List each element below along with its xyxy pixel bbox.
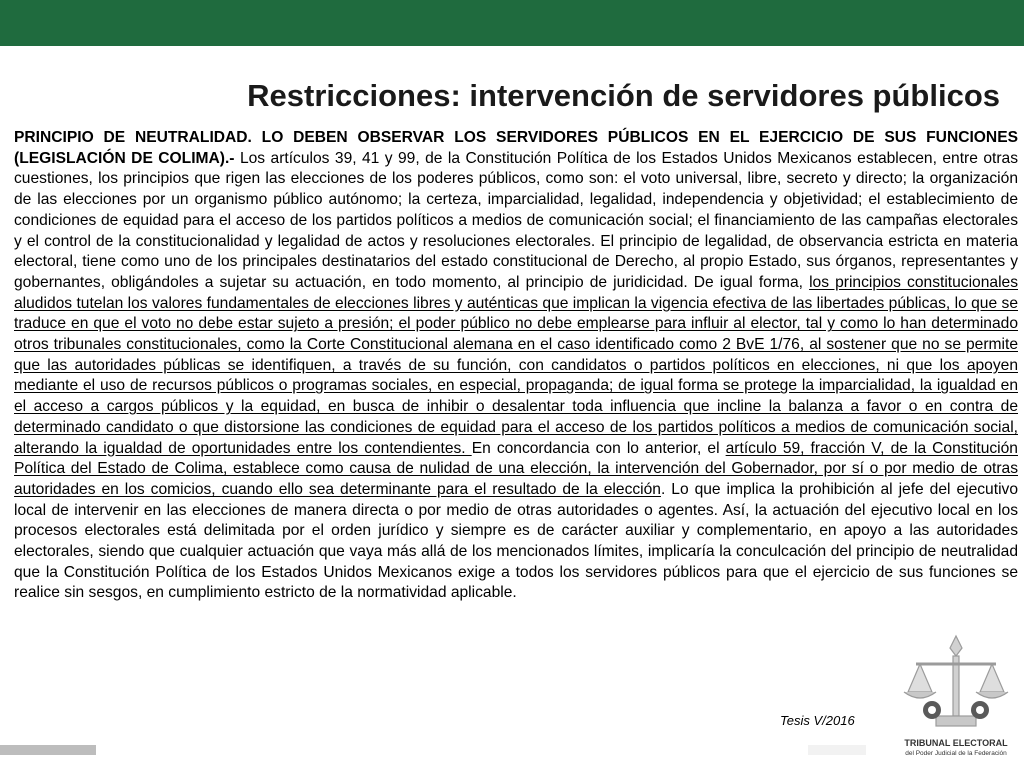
thesis-heading: PRINCIPIO DE NEUTRALIDAD. LO DEBEN OBSERVAR LOS SERVIDORES PÚBLICOS EN EL EJERCICIO DE SUS FUNCIONES (LEGISLACIÓN DE COLIMA).- (14, 129, 1018, 167)
text-segment-3: . Lo que implica la prohibición al jefe del ejecutivo local de intervenir en las elecciones de manera directa o por medio de otras autoridades o agentes. Así, la actuación del ejecutivo local en los procesos electorales está delimitada por el orden jurídico y siempre es de carácter auxiliar y complementario, en apoyo a las autoridades electorales, siendo que cualquier actuación que vaya más allá de los mencionados límites, implicaría la conculcación del principio de neutralidad que la Constitución Política de los Estados Unidos Mexicanos exige a todos los servidores públicos para que el ejercicio de sus funciones se realice sin sesgos, en cumplimiento estricto de la normatividad aplicable. (14, 480, 1018, 602)
text-segment-2: En concordancia con lo anterior, el (471, 439, 726, 457)
body-paragraph (14, 128, 1018, 604)
header-bar (0, 0, 1024, 46)
citation-label: Tesis V/2016 (780, 713, 855, 728)
footer-bar-left (0, 745, 96, 755)
footer-bar-right (808, 745, 866, 755)
scales-of-justice-icon (896, 630, 1016, 736)
logo-org-subtitle: del Poder Judicial de la Federación (905, 750, 1007, 757)
tribunal-logo (896, 630, 1016, 762)
underlined-segment-2: artículo 59, fracción V, de la Constitución Política del Estado de Colima, establece como causa de nulidad de una elección, la intervención del Gobernador, por sí o por medio de otras autoridades en los comicios, cuando ello sea determinante para el resultado de la elección (14, 439, 1018, 498)
slide-title: Restricciones: intervención de servidores públicos (247, 78, 1000, 113)
text-segment-1: Los artículos 39, 41 y 99, de la Constitución Política de los Estados Unidos Mexicanos establecen, entre otras cuestiones, los principios que rigen las elecciones de los poderes públicos, como son: el voto universal, libre, secreto y directo; la organización de las elecciones por un organismo público autónomo; la certeza, imparcialidad, legalidad, independencia y objetividad; el establecimiento de condiciones de equidad para el acceso de los partidos políticos a medios de comunicación social; el financiamiento de las campañas electorales y el control de la constitucionalidad y legalidad de actos y resoluciones electorales. El principio de legalidad, de observancia estricta en materia electoral, tiene como uno de los principales destinatarios del estado constitucional de Derecho, al propio Estado, sus órganos, representantes y gobernantes, obligándoles a sujetar su actuación, en todo momento, al principio de juridicidad. De igual forma, (14, 149, 1018, 291)
logo-org-name: TRIBUNAL ELECTORAL (904, 738, 1008, 748)
underlined-segment-1: los principios constitucionales aludidos tutelan los valores fundamentales de elecciones libres y auténticas que implican la vigencia efectiva de las libertades públicas, lo que se traduce en que el voto no debe estar sujeto a presión; el poder público no debe emplearse para influir al elector, tal y como lo han determinado otros tribunales constitucionales, como la Corte Constitucional alemana en el caso identificado como 2 BvE 1/76, al sostener que no se permite que las autoridades públicas se identifiquen, a través de su función, con candidatos o partidos políticos en elecciones, ni que los apoyen mediante el uso de recursos públicos o programas sociales, en especial, propaganda; de igual forma se protege la imparcialidad, la igualdad en el acceso a cargos públicos y la equidad, en busca de inhibir o desalentar toda influencia que incline la balanza a favor o en contra de determinado candidato o que distorsione las condiciones de equidad para el acceso de los partidos políticos a medios de comunicación social, alterando la igualdad de oportunidades entre los contendientes. (14, 273, 1019, 457)
